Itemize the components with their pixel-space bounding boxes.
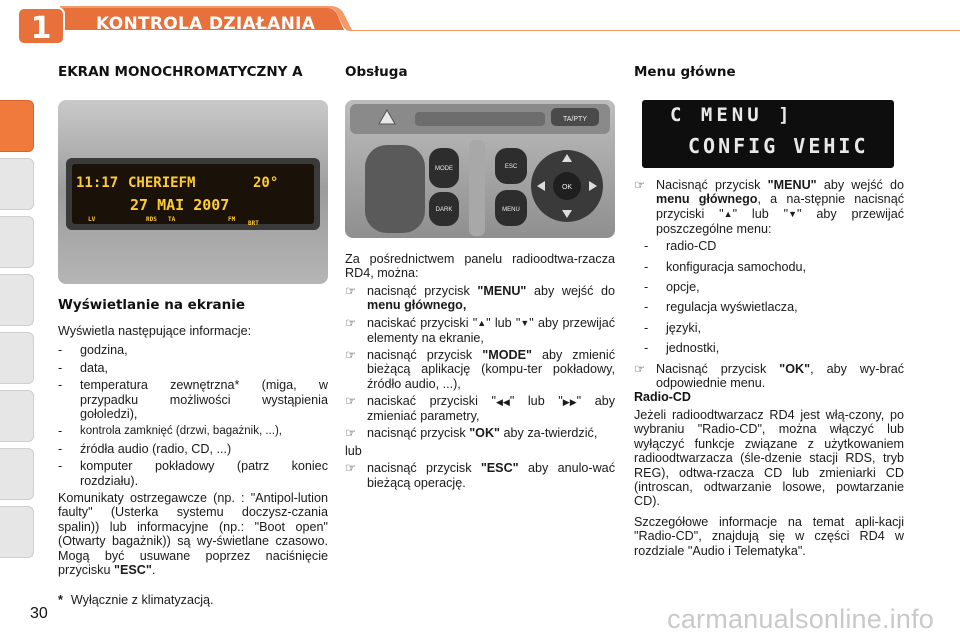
list-item: ☞ nacisnąć przycisk "MENU" aby wejść do menu głównego, bbox=[345, 283, 615, 313]
footnote: * Wyłącznie z klimatyzacją. bbox=[58, 593, 214, 607]
middle-text bbox=[345, 252, 615, 493]
hand-pointer-icon: ☞ bbox=[345, 461, 357, 476]
list-item: - data, bbox=[58, 360, 109, 375]
lcd-indicator-lv: LV bbox=[88, 216, 96, 223]
control-panel-image bbox=[345, 100, 615, 238]
side-tab-1[interactable] bbox=[0, 100, 34, 152]
esc-label: ESC bbox=[504, 164, 518, 170]
right-heading: Menu główne bbox=[634, 64, 736, 80]
down-arrow-icon: ▼ bbox=[788, 209, 797, 220]
hand-pointer-icon: ☞ bbox=[634, 361, 646, 376]
list-item: ☞ nacisnąć przycisk "ESC" aby anulo-wać bieżącą operację. bbox=[345, 461, 615, 490]
submenu-list bbox=[644, 239, 904, 355]
menu-label: MENU bbox=[502, 207, 520, 213]
monochrome-display-image bbox=[58, 100, 328, 284]
hand-pointer-icon: ☞ bbox=[345, 283, 357, 298]
submenu-item: - radio-CD bbox=[644, 239, 717, 254]
list-item: ☞ nacisnąć przycisk "OK" aby za-twierdzić, bbox=[345, 426, 598, 441]
side-tab-2[interactable] bbox=[0, 158, 34, 210]
menu-display-line2: CONFIG VEHIC bbox=[688, 134, 869, 158]
lcd-time: 11:17 bbox=[76, 175, 119, 191]
lcd-temperature: 20° bbox=[253, 175, 279, 191]
submenu-item: - języki, bbox=[644, 320, 701, 335]
side-tab-5[interactable] bbox=[0, 332, 34, 384]
list-item: - kontrola zamknięć (drzwi, bagażnik, ...), bbox=[58, 424, 282, 439]
submenu-item: - konfiguracja samochodu, bbox=[644, 259, 807, 274]
right-text bbox=[634, 178, 904, 393]
intro-text: Wyświetla następujące informacje: bbox=[58, 324, 252, 338]
list-item: ☞ Nacisnąć przycisk "OK", aby wy-brać odpowiednie menu. bbox=[634, 361, 905, 390]
ok-label: OK bbox=[561, 184, 573, 191]
hand-pointer-icon: ☞ bbox=[634, 178, 646, 192]
list-item: - źródła audio (radio, CD, ...) bbox=[58, 441, 232, 456]
middle-intro: Za pośrednictwem panelu radioodtwa-rzacza RD4, można: bbox=[345, 252, 615, 281]
ta-pty-label: TA/PTY bbox=[563, 116, 587, 123]
side-tab-8[interactable] bbox=[0, 506, 34, 558]
radio-cd-text bbox=[634, 408, 904, 560]
list-item: - temperatura zewnętrzna* (miga, w przypadku możliwości wystąpienia gołoledzi), bbox=[58, 378, 328, 422]
chapter-number: 1 bbox=[30, 11, 52, 46]
lcd-indicator-ta: TA bbox=[168, 216, 176, 223]
radio-cd-paragraph-2: Szczegółowe informacje na temat apli-kacji "Radio-CD", znajdują się w części RD4 w rozdziale "Audio i Telematyka". bbox=[634, 514, 904, 558]
warning-note: Komunikaty ostrzegawcze (np. : "Antipol-lution faulty" (Usterka systemu doczysz-czania spalin)) lub informacyjne (np.: "Boot open" (Otwarty bagażnik)) są wy-świetlane czasowo. Mogą być usuwane poprzez naciśnięcie przycisku "ESC". bbox=[58, 491, 328, 578]
menu-display-line1: C MENU ] bbox=[670, 104, 794, 126]
rewind-icon: ◀◀ bbox=[495, 396, 510, 407]
middle-heading: Obsługa bbox=[345, 64, 408, 80]
list-item: ☞ naciskać przyciski "◀◀" lub "▶▶" aby zmieniać parametry, bbox=[345, 394, 616, 423]
submenu-item: - jednostki, bbox=[644, 341, 720, 356]
list-item: ☞ Nacisnąć przycisk "MENU" aby wejść do menu głównego, a na-stępnie nacisnąć przyciski "▲" lub "▼" aby przewijać poszczególne menu: bbox=[634, 178, 905, 236]
radio-cd-paragraph-1: Jeżeli radioodtwarzacz RD4 jest włą-czony, po wybraniu "Radio-CD", można włączyć lub wyłączyć funkcje związane z użytkowaniem radioodtwarzacza (śle-dzenie stacji RDS, tryb REG), odtwa-rzacza CD lub zmieniarki CD (introscan, odtwarzanie losowe, powtarzanie CD). bbox=[634, 408, 904, 509]
lcd-indicator-fm: FM bbox=[228, 216, 236, 223]
side-tab-7[interactable] bbox=[0, 448, 34, 500]
chapter-badge bbox=[8, 6, 78, 46]
chapter-side-tabs bbox=[0, 70, 36, 580]
side-tab-3[interactable] bbox=[0, 216, 34, 268]
list-item: ☞ naciskać przyciski "▲" lub "▼" aby przewijać elementy na ekranie, bbox=[345, 315, 616, 345]
hand-pointer-icon: ☞ bbox=[345, 426, 357, 441]
left-heading: EKRAN MONOCHROMATYCZNY A bbox=[58, 64, 303, 80]
lcd-indicator-brt: BRT bbox=[248, 220, 259, 227]
dark-label: DARK bbox=[435, 207, 453, 213]
display-subheading: Wyświetlanie na ekranie bbox=[58, 297, 245, 313]
hand-pointer-icon: ☞ bbox=[345, 315, 357, 330]
radio-cd-heading: Radio-CD bbox=[634, 390, 691, 404]
page-title: KONTROLA DZIAŁANIA bbox=[96, 14, 316, 34]
lcd-date: 27 MAI 2007 bbox=[130, 196, 230, 214]
submenu-item: - opcje, bbox=[644, 279, 700, 294]
fast-forward-icon: ▶▶ bbox=[562, 396, 577, 407]
up-arrow-icon: ▲ bbox=[477, 318, 487, 329]
page-number: 30 bbox=[30, 605, 48, 622]
hand-pointer-icon: ☞ bbox=[345, 394, 357, 409]
or-text: lub bbox=[345, 443, 362, 458]
submenu-item: - regulacja wyświetlacza, bbox=[644, 300, 798, 315]
watermark: carmanualsonline.info bbox=[667, 604, 934, 634]
up-arrow-icon: ▲ bbox=[723, 209, 733, 220]
left-text bbox=[58, 324, 328, 580]
lcd-station: CHERIEFM bbox=[128, 175, 196, 191]
header-bar bbox=[0, 0, 960, 48]
list-item: - komputer pokładowy (patrz koniec rozdziału). bbox=[58, 459, 328, 488]
mode-label: MODE bbox=[435, 166, 453, 172]
hand-pointer-icon: ☞ bbox=[345, 347, 357, 362]
side-tab-4[interactable] bbox=[0, 274, 34, 326]
down-arrow-icon: ▼ bbox=[520, 318, 530, 329]
side-tab-6[interactable] bbox=[0, 390, 34, 442]
list-item: - godzina, bbox=[58, 343, 128, 358]
list-item: ☞ nacisnąć przycisk "MODE" aby zmienić bieżącą aplikację (kompu-ter pokładowy, źródło audio, ...), bbox=[345, 347, 615, 391]
lcd-indicator-rds: RDS bbox=[146, 216, 157, 223]
menu-display-image bbox=[642, 100, 894, 168]
